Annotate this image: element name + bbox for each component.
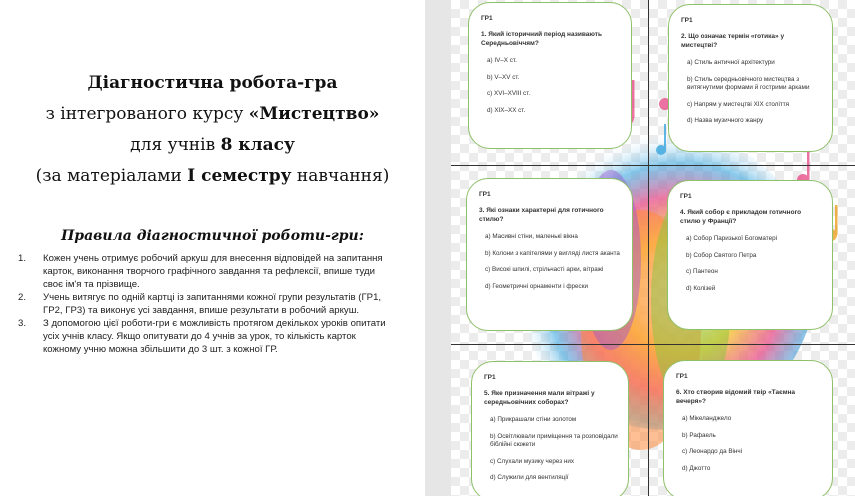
rule-item: 3. З допомогою цієї роботи-гри є можливість протягом декількох уроків опитати усіх учнів класу. Якщо опитувати до 4 учнів за урок, то кількість карток кожному учню можна збільшити до 3 шт. з кожної ГР. [18, 318, 386, 355]
card-option: а) Мікеланджело [682, 415, 732, 422]
card-option: c) Напрям у мистецтві XIX століття [687, 100, 790, 108]
card-option: b) Рафаель [682, 431, 716, 439]
rule-item: 1. Кожен учень отримує робочий аркуш для внесення відповідей на запитання карток, виконання творчого графічного завдання та рефлексії, впише туди своє ім'я та прізвище. [18, 253, 383, 290]
card-option: d) XIX–XX ст. [487, 106, 526, 114]
document-title [0, 68, 425, 192]
grid-line-horizontal [451, 165, 855, 166]
title-line-4: (за матеріалами І семестру навчання) [35, 166, 390, 186]
title-line-1: Діагностична робота-гра [87, 73, 338, 93]
question-card-3 [466, 178, 633, 331]
title-line-3: для учнів 8 класу [130, 135, 295, 155]
rules-list [18, 252, 390, 356]
card-option: а) Прикрашали стіни золотом [490, 416, 577, 423]
card-option: c) Високі шпилі, стрільчасті арки, вітражі [485, 266, 604, 273]
card-option: c) Леонардо да Вінчі [682, 448, 743, 455]
card-option: c) XVI–XVIII ст. [487, 90, 531, 97]
page-gutter [425, 0, 451, 496]
card-option: а) IV–X ст. [487, 57, 517, 64]
card-option: d) Джотто [682, 464, 711, 472]
title-line-2: з інтегрованого курсу «Мистецтво» [45, 104, 380, 124]
card-option: а) Стиль античної архітектури [687, 59, 775, 66]
card-option: b) Собор Святого Петра [686, 251, 757, 259]
grid-line-vertical [648, 0, 649, 496]
card-option: b) Стиль середньовічного мистецтва з витягнутими формами й гострими арками [687, 75, 810, 91]
card-group-label: ГР1 [676, 373, 688, 380]
card-question: 1. Який історичний період називають Середньовіччям? [481, 31, 602, 47]
card-option: b) Освітлювали приміщення та розповідали біблійні сюжети [490, 432, 618, 448]
left-page [0, 0, 425, 496]
card-question: 3. Які ознаки характерні для готичного стилю? [479, 207, 604, 223]
rule-item: 2. Учень витягує по одній картці із запитаннями кожної групи результатів (ГР1, ГР2, ГР3) та виконує усі завдання, впише результати в робочий аркуш. [18, 292, 382, 316]
card-group-label: ГР1 [680, 193, 692, 200]
card-question: 4. Який собор є прикладом готичного стилю у Франції? [680, 209, 802, 225]
question-card-5 [471, 361, 629, 496]
question-card-2 [668, 4, 833, 152]
grid-line-horizontal [451, 344, 855, 345]
card-option: c) Слухали музику через них [490, 457, 574, 465]
card-option: d) Колізей [686, 284, 716, 292]
right-page [451, 0, 855, 496]
rules-title: Правила діагностичної роботи-гри: [61, 228, 364, 244]
card-group-label: ГР1 [484, 374, 496, 381]
card-option: а) Масивні стіни, маленькі вікна [485, 233, 578, 240]
card-option: а) Собор Паризької Богоматері [686, 235, 778, 242]
card-group-label: ГР1 [479, 191, 491, 198]
card-option: d) Служили для вентиляції [490, 474, 569, 481]
card-option: c) Пантеон [686, 268, 718, 275]
card-question: 5. Яке призначення мали вітражі у середньовічних соборах? [484, 390, 595, 406]
card-group-label: ГР1 [481, 15, 493, 22]
card-option: d) Назва музичного жанру [687, 117, 764, 124]
card-option: b) Колони з капітелями у вигляді листя аканта [485, 249, 620, 257]
card-group-label: ГР1 [681, 17, 693, 24]
card-option: d) Геометричні орнаменти і фрески [485, 282, 588, 290]
card-option: b) V–XV ст. [487, 73, 520, 81]
question-card-1 [468, 2, 632, 149]
question-card-4 [667, 180, 833, 330]
card-question: 2. Що означає термін «готика» у мистецтві? [681, 33, 785, 49]
question-card-6 [663, 360, 833, 496]
card-question: 6. Хто створив відомий твір «Таємна вечеря»? [676, 389, 796, 405]
